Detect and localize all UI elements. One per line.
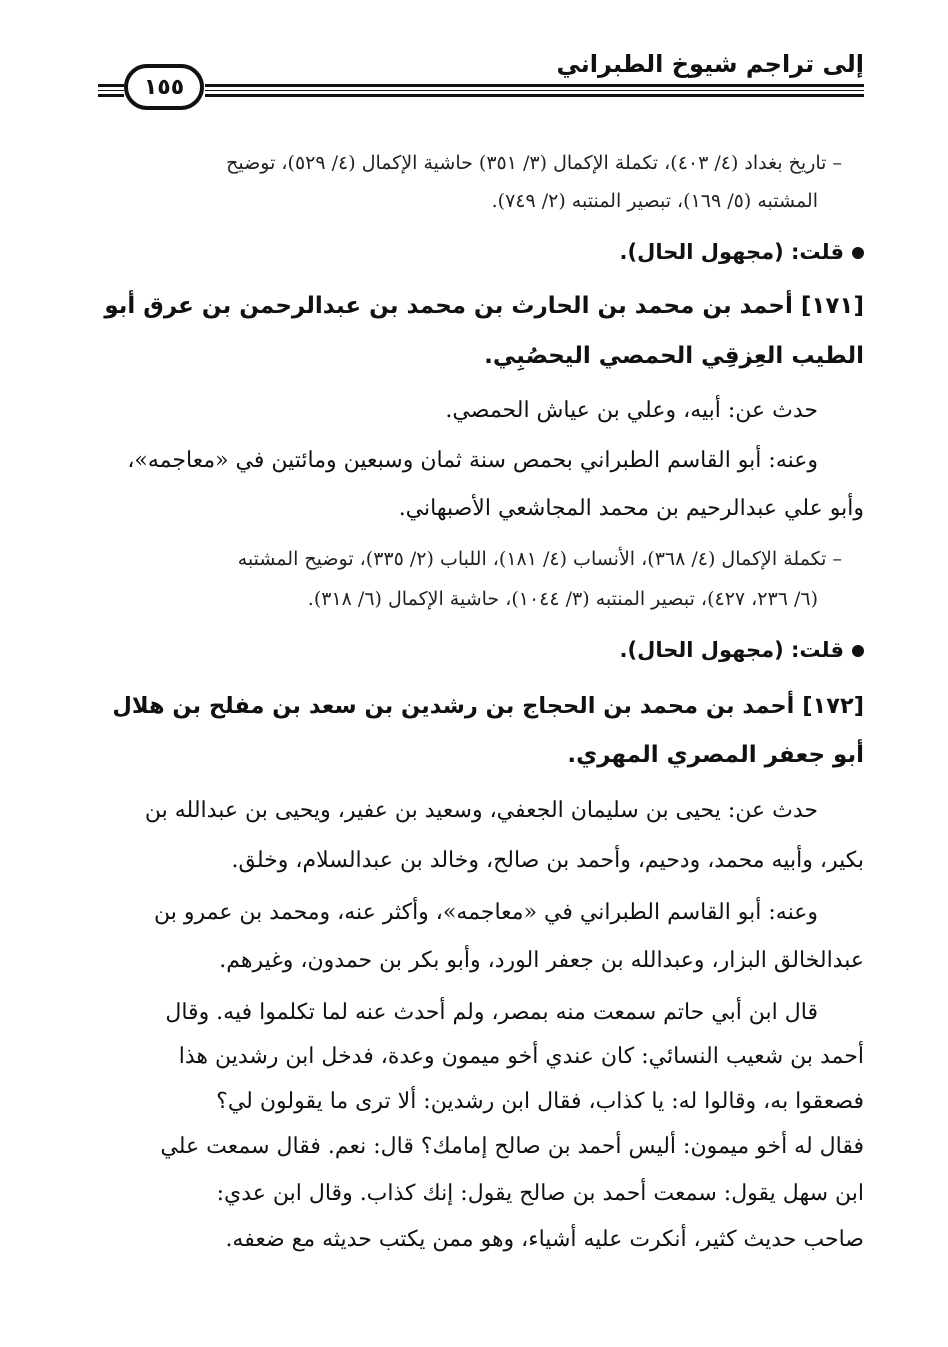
body-line: أحمد بن شعيب النسائي: كان عندي أخو ميمون وعدة، فدخل ابن رشدين هذا bbox=[178, 1044, 864, 1069]
header-rule bbox=[98, 90, 124, 91]
bullet-icon bbox=[852, 645, 864, 657]
body-line: بكير، وأبيه محمد، ودحيم، وأحمد بن صالح، وخالد بن عبدالسلام، وخلق. bbox=[231, 848, 864, 873]
page-number: ١٥٥ bbox=[143, 74, 185, 100]
bullet-icon bbox=[852, 247, 864, 259]
verdict-text: قلت: (مجهول الحال). bbox=[619, 240, 844, 264]
verdict-text: قلت: (مجهول الحال). bbox=[619, 638, 844, 662]
header-rule bbox=[205, 94, 864, 97]
entry-heading: أبو جعفر المصري المهري. bbox=[567, 742, 864, 768]
footnote-line: – تكملة الإكمال (٤/ ٣٦٨)، الأنساب (٤/ ١٨١)، اللباب (٢/ ٣٣٥)، توضيح المشتبه bbox=[237, 548, 842, 570]
header-rule bbox=[205, 90, 864, 91]
footnote-line: – تاريخ بغداد (٤/ ٤٠٣)، تكملة الإكمال (٣/ ٣٥١) حاشية الإكمال (٤/ ٥٢٩)، توضيح bbox=[226, 152, 842, 174]
footnote-line: (٦/ ٢٣٦، ٤٢٧)، تبصير المنتبه (٣/ ١٠٤٤)، حاشية الإكمال (٦/ ٣١٨). bbox=[307, 588, 818, 610]
header-rule bbox=[98, 94, 124, 97]
body-line: فقال له أخو ميمون: أليس أحمد بن صالح إمامك؟ قال: نعم. فقال سمعت علي bbox=[160, 1134, 864, 1159]
entry-heading: الطيب العِزقِي الحمصي اليحصُبِي. bbox=[484, 343, 864, 369]
footnote-line: المشتبه (٥/ ١٦٩)، تبصير المنتبه (٢/ ٧٤٩). bbox=[491, 190, 818, 212]
body-line: وأبو علي عبدالرحيم بن محمد المجاشعي الأصبهاني. bbox=[398, 496, 864, 521]
body-line: عبدالخالق البزار، وعبدالله بن جعفر الورد، وأبو بكر بن حمدون، وغيرهم. bbox=[219, 948, 864, 973]
body-line: حدث عن: يحيى بن سليمان الجعفي، وسعيد بن عفير، ويحيى بن عبدالله بن bbox=[144, 798, 818, 823]
body-line: قال ابن أبي حاتم سمعت منه بمصر، ولم أحدث عنه لما تكلموا فيه. وقال bbox=[165, 1000, 818, 1025]
verdict-line bbox=[100, 240, 864, 264]
body-line: وعنه: أبو القاسم الطبراني بحمص سنة ثمان وسبعين ومائتين في «معاجمه»، bbox=[127, 448, 818, 473]
body-line: حدث عن: أبيه، وعلي بن عياش الحمصي. bbox=[445, 398, 818, 423]
header-rule bbox=[98, 84, 124, 87]
body-line: وعنه: أبو القاسم الطبراني في «معاجمه»، وأكثر عنه، ومحمد بن عمرو بن bbox=[153, 900, 818, 925]
body-line: فصعقوا به، وقالوا له: يا كذاب، فقال ابن رشدين: ألا ترى ما يقولون لي؟ bbox=[216, 1089, 864, 1114]
body-line: ابن سهل يقول: سمعت أحمد بن صالح يقول: إنك كذاب. وقال ابن عدي: bbox=[216, 1181, 864, 1206]
running-header-title: إلى تراجم شيوخ الطبراني bbox=[556, 50, 864, 78]
entry-heading: [١٧٢] أحمد بن محمد بن الحجاج بن رشدين بن سعد بن مفلح بن هلال bbox=[112, 693, 864, 719]
entry-heading: [١٧١] أحمد بن محمد بن الحارث بن محمد بن عبدالرحمن بن عرق أبو bbox=[104, 293, 864, 319]
body-line: صاحب حديث كثير، أنكرت عليه أشياء، وهو ممن يكتب حديثه مع ضعفه. bbox=[225, 1227, 864, 1252]
verdict-line bbox=[100, 638, 864, 662]
page-number-badge bbox=[124, 64, 204, 110]
header-rule bbox=[205, 84, 864, 87]
